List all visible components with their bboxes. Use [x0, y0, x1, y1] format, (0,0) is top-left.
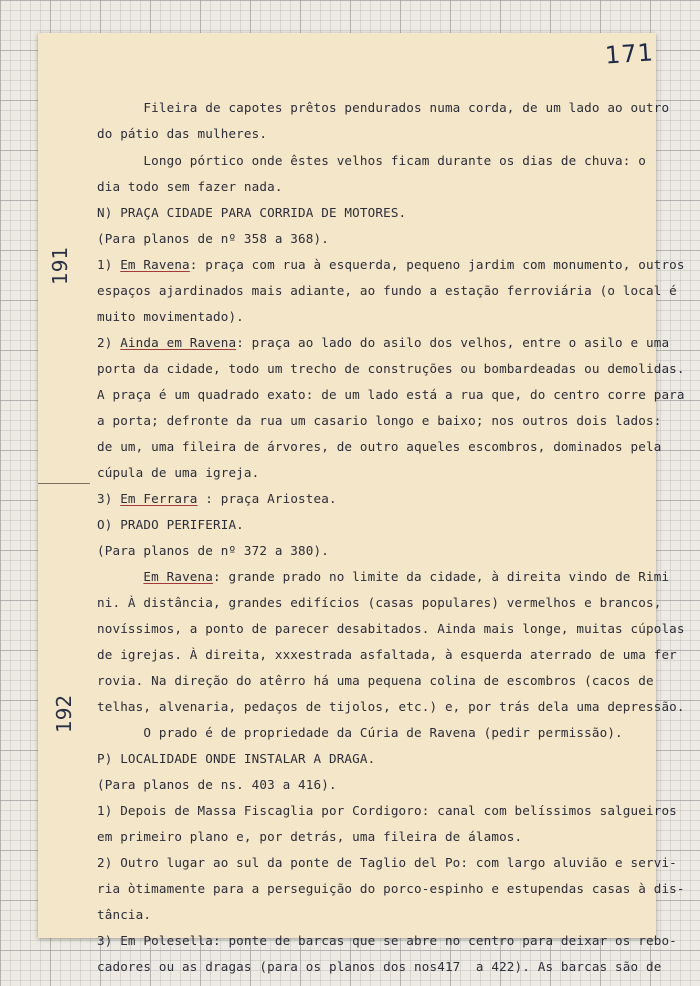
line-prefix: 3): [97, 491, 121, 506]
line-text: rovia. Na direção do atêrro há uma pequena colina de escombros (cacos de: [97, 673, 654, 688]
line-prefix: 1): [97, 257, 121, 272]
line-text: : praça ao lado do asilo dos velhos, entre o asilo e uma: [236, 335, 670, 350]
line-text: Longo pórtico onde êstes velhos ficam durante os dias de chuva: o: [97, 153, 646, 168]
line-text: : grande prado no limite da cidade, à direita vindo de Rimi: [213, 569, 670, 584]
margin-divider: [38, 483, 90, 484]
text-line: [97, 543, 329, 558]
text-line: [97, 439, 661, 454]
line-text: 1) Depois de Massa Fiscaglia por Cordigoro: canal com belíssimos salgueiros: [97, 803, 677, 818]
text-line: [97, 126, 267, 141]
line-text: P) LOCALIDADE ONDE INSTALAR A DRAGA.: [97, 751, 376, 766]
underlined-place-name: Em Ferrara: [120, 491, 198, 506]
line-text: de um, uma fileira de árvores, de outro aqueles escombros, dominados pela: [97, 439, 662, 454]
margin-note: 192: [52, 694, 76, 733]
text-line: [97, 933, 677, 948]
text-line: [97, 725, 623, 740]
text-line: [97, 231, 329, 246]
text-line: [97, 829, 522, 844]
text-line: [97, 881, 685, 896]
text-line: [97, 491, 337, 506]
line-text: : praça com rua à esquerda, pequeno jardim com monumento, outros: [189, 257, 685, 272]
line-text: O) PRADO PERIFERIA.: [97, 517, 244, 532]
line-text: de igrejas. À direita, xxxestrada asfaltada, à esquerda aterrado de uma fer: [97, 647, 677, 662]
text-line: [97, 621, 685, 636]
text-line: [97, 569, 669, 584]
text-line: [97, 465, 259, 480]
line-text: porta da cidade, todo um trecho de construções ou bombardeadas ou demolidas.: [97, 361, 685, 376]
line-text: O prado é de propriedade da Cúria de Ravena (pedir permissão).: [97, 725, 623, 740]
line-text: espaços ajardinados mais adiante, ao fundo a estação ferroviária (o local é: [97, 283, 677, 298]
margin-note: 191: [48, 246, 72, 285]
line-text: muito movimentado).: [97, 309, 244, 324]
line-text: tância.: [97, 907, 152, 922]
text-line: [97, 855, 677, 870]
text-line: [97, 595, 661, 610]
text-line: [97, 100, 669, 115]
line-text: (Para planos de nº 372 a 380).: [97, 543, 329, 558]
text-line: [97, 673, 654, 688]
line-text: a porta; defronte da rua um casario longo e baixo; nos outros dois lados:: [97, 413, 662, 428]
line-text: cadores ou as dragas (para os planos dos nos417 a 422). As barcas são de: [97, 959, 662, 974]
line-text: novíssimos, a ponto de parecer desabitados. Ainda mais longe, muitas cúpolas: [97, 621, 685, 636]
text-line: [97, 361, 685, 376]
line-text: Fileira de capotes prêtos pendurados numa corda, de um lado ao outro: [97, 100, 670, 115]
text-line: [97, 257, 685, 272]
text-line: [97, 751, 375, 766]
line-text: (Para planos de ns. 403 a 416).: [97, 777, 337, 792]
line-text: do pátio das mulheres.: [97, 126, 268, 141]
line-text: ni. À distância, grandes edifícios (casas populares) vermelhos e brancos,: [97, 595, 662, 610]
text-line: [97, 647, 677, 662]
line-prefix: 2): [97, 335, 121, 350]
text-line: [97, 335, 669, 350]
text-line: [97, 959, 661, 974]
line-text: : praça Ariostea.: [197, 491, 337, 506]
text-line: [97, 387, 685, 402]
line-text: dia todo sem fazer nada.: [97, 179, 283, 194]
line-text: telhas, alvenaria, pedaços de tijolos, etc.) e, por trás dela uma depressão.: [97, 699, 685, 714]
text-line: [97, 907, 151, 922]
underlined-place-name: Em Ravena: [143, 569, 213, 584]
page-number: 171: [604, 38, 655, 70]
line-text: N) PRAÇA CIDADE PARA CORRIDA DE MOTORES.: [97, 205, 407, 220]
line-text: A praça é um quadrado exato: de um lado está a rua que, do centro corre para: [97, 387, 685, 402]
text-line: [97, 517, 244, 532]
text-line: [97, 777, 337, 792]
text-line: [97, 699, 685, 714]
line-text: (Para planos de nº 358 a 368).: [97, 231, 329, 246]
text-line: [97, 309, 244, 324]
text-line: [97, 283, 677, 298]
line-text: ria òtimamente para a perseguição do porco-espinho e estupendas casas à dis-: [97, 881, 685, 896]
text-line: [97, 413, 661, 428]
line-text: 3) Em Polesella: ponte de barcas que se abre no centro para deixar os rebo-: [97, 933, 677, 948]
text-line: [97, 153, 646, 168]
line-text: 2) Outro lugar ao sul da ponte de Taglio del Po: com largo aluvião e servi-: [97, 855, 677, 870]
text-line: [97, 205, 406, 220]
underlined-place-name: Ainda em Ravena: [120, 335, 237, 350]
line-text: cúpula de uma igreja.: [97, 465, 260, 480]
line-prefix: [97, 569, 143, 584]
text-line: [97, 179, 283, 194]
underlined-place-name: Em Ravena: [120, 257, 190, 272]
line-text: em primeiro plano e, por detrás, uma fileira de álamos.: [97, 829, 523, 844]
text-line: [97, 803, 677, 818]
